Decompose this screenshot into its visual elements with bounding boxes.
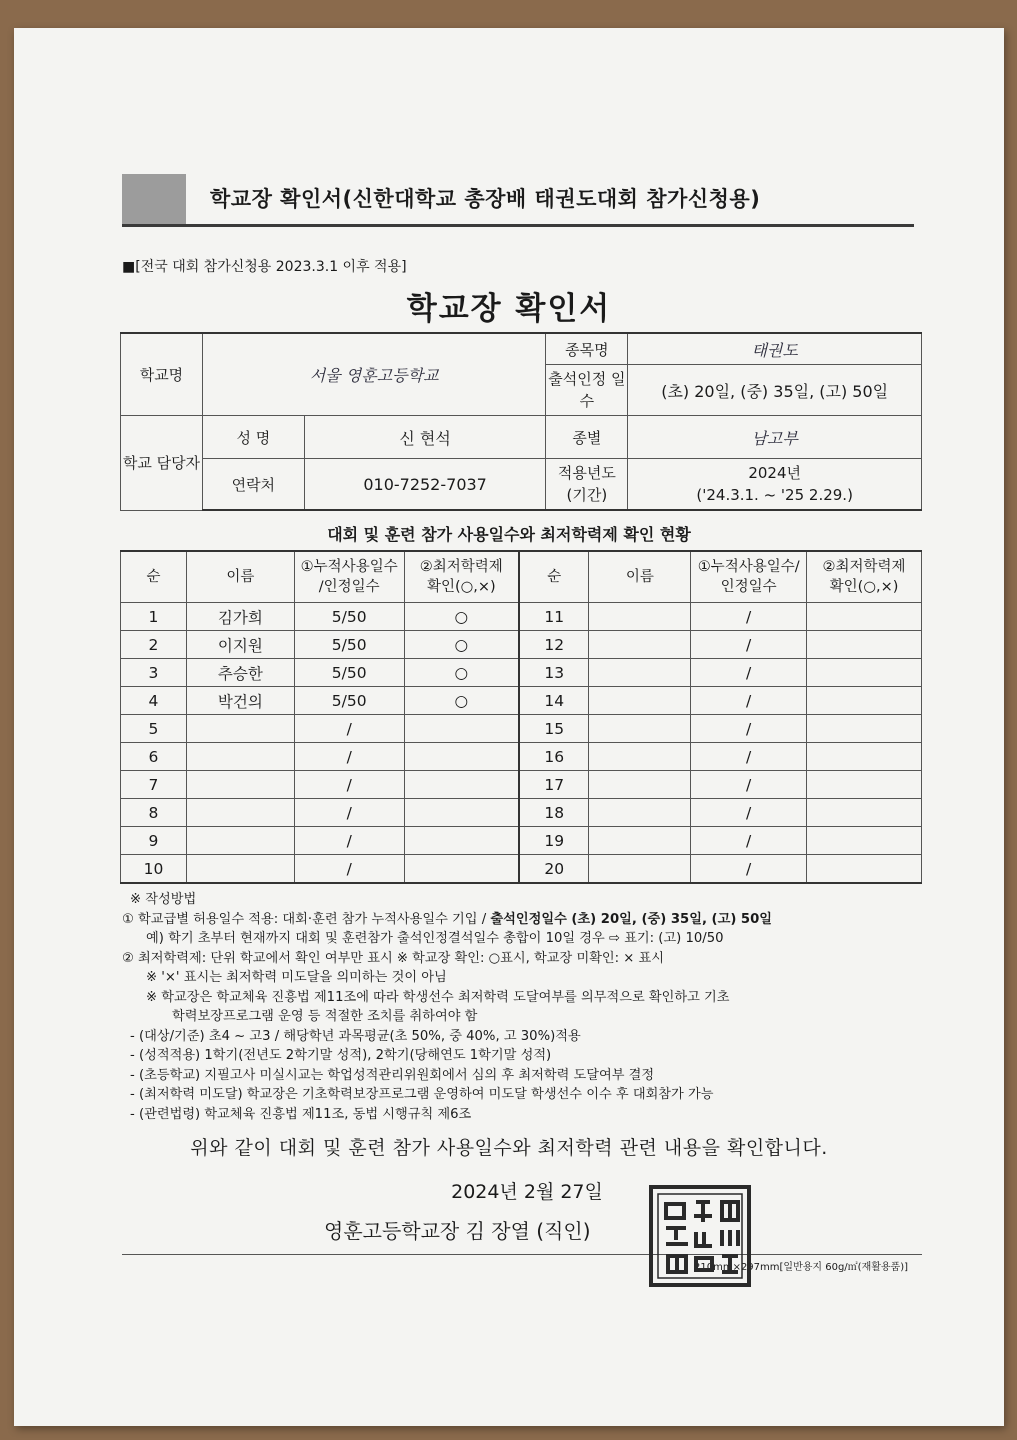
manager-name-label: 성 명 (202, 416, 304, 459)
issue-date: 2024년 2월 27일 (451, 1181, 603, 1203)
table-row: 7 / 17 / (121, 771, 922, 799)
participation-table (120, 550, 922, 884)
page-title: 학교장 확인서 (406, 291, 612, 327)
footer-rule (122, 1254, 922, 1255)
gender-label: 종별 (546, 416, 628, 459)
period-range: ('24.3.1. ~ '25 2.29.) (696, 486, 853, 504)
header-check-right: ②최저학력제 확인(○,×) (807, 551, 922, 603)
instruction-item-1: ① 학교급별 허용일수 적용: 대회·훈련 참가 누적사용일수 기입 / 출석인정일수 (초) 20일, (중) 35일, (고) 50일 (122, 911, 773, 927)
table-subtitle: 대회 및 훈련 참가 사용일수와 최저학력제 확인 현황 (327, 525, 691, 544)
instruction-bullet: - (성적적용) 1학기(전년도 2학기말 성적), 2학기(당해연도 1학기말 성적) (130, 1048, 552, 1063)
header-check: ②최저학력제 확인(○,×) (404, 551, 519, 603)
table-row: 4 박건의 5/50 ○ 14 / (121, 687, 922, 715)
table-row: 9 / 19 / (121, 827, 922, 855)
application-note: ■[전국 대회 참가신청용 2023.3.1 이후 적용] (122, 259, 407, 275)
header-rule (122, 224, 914, 227)
event-label: 종목명 (546, 333, 628, 365)
manager-label: 학교 담당자 (121, 416, 203, 511)
instruction-note-2-cont: 학력보장프로그램 운영 등 적절한 조치를 취하여야 함 (172, 1009, 478, 1024)
header-title: 학교장 확인서(신한대학교 총장배 태권도대회 참가신청용) (210, 187, 761, 211)
instruction-bullet: - (초등학교) 지필고사 미실시교는 학업성적관리위원회에서 심의 후 최저학력 도달여부 결정 (130, 1067, 655, 1083)
event-value: 태권도 (628, 333, 922, 365)
table-row: 6 / 16 / (121, 743, 922, 771)
school-name-label: 학교명 (121, 333, 203, 416)
table-row: 2 이지원 5/50 ○ 12 / (121, 631, 922, 659)
confirmation-statement: 위와 같이 대회 및 훈련 참가 사용일수와 최저학력 관련 내용을 확인합니다. (190, 1137, 828, 1159)
table-row: 10 / 20 / (121, 855, 922, 884)
table-row: 5 / 15 / (121, 715, 922, 743)
period-value (628, 459, 922, 511)
period-year: 2024년 (748, 464, 801, 482)
header-no: 순 (121, 551, 187, 603)
instruction-example: 예) 학기 초부터 현재까지 대회 및 훈련참가 출석인정결석일수 총합이 10일 경우 ⇨ 표기: (고) 10/50 (146, 931, 724, 946)
document-page (14, 28, 1004, 1426)
table-row: 3 추승한 5/50 ○ 13 / (121, 659, 922, 687)
info-table (120, 332, 922, 511)
paper-spec: 210mm×297mm[일반용지 60g/㎡(재활용품)] (694, 1262, 909, 1273)
instruction-bullet: - (관련법령) 학교체육 진흥법 제11조, 동법 시행규칙 제6조 (130, 1106, 472, 1122)
period-label: 적용년도 (기간) (546, 459, 628, 511)
gender-value: 남고부 (628, 416, 922, 459)
instruction-item-2: ② 최저학력제: 단위 학교에서 확인 여부만 표시 ※ 학교장 확인: ○표시, 학교장 미확인: × 표시 (122, 950, 665, 966)
instruction-bullet: - (최저학력 미도달) 학교장은 기초학력보장프로그램 운영하여 미도달 학생선수 이수 후 대회참가 가능 (130, 1087, 714, 1102)
instructions (122, 890, 932, 1124)
instruction-bullet: - (대상/기준) 초4 ~ 고3 / 해당학년 과목평균(초 50%, 중 40%, 고 30%)적용 (130, 1028, 581, 1044)
manager-name-value: 신 현석 (304, 416, 546, 459)
official-seal-icon (648, 1184, 752, 1288)
school-name-value: 서울 영훈고등학교 (202, 333, 546, 416)
instructions-heading: ※ 작성방법 (130, 892, 197, 907)
header-days-right: ①누적사용일수/ 인정일수 (691, 551, 807, 603)
table-row: 8 / 18 / (121, 799, 922, 827)
header-days: ①누적사용일수 /인정일수 (294, 551, 404, 603)
header-gray-block (122, 174, 186, 224)
instruction-note-1: ※ '×' 표시는 최저학력 미도달을 의미하는 것이 아님 (146, 970, 447, 985)
attendance-value: (초) 20일, (중) 35일, (고) 50일 (628, 365, 922, 416)
contact-label: 연락처 (202, 459, 304, 511)
header-name-right: 이름 (589, 551, 691, 603)
header-name: 이름 (186, 551, 294, 603)
instruction-note-2: ※ 학교장은 학교체육 진흥법 제11조에 따라 학생선수 최저학력 도달여부를 의무적으로 확인하고 기초 (146, 989, 730, 1005)
principal-signature: 영훈고등학교장 김 장열 (직인) (324, 1219, 591, 1243)
table-row: 1 김가희 5/50 ○ 11 / (121, 603, 922, 631)
header-no-right: 순 (519, 551, 589, 603)
attendance-label: 출석인정 일수 (546, 365, 628, 416)
contact-value: 010-7252-7037 (304, 459, 546, 511)
